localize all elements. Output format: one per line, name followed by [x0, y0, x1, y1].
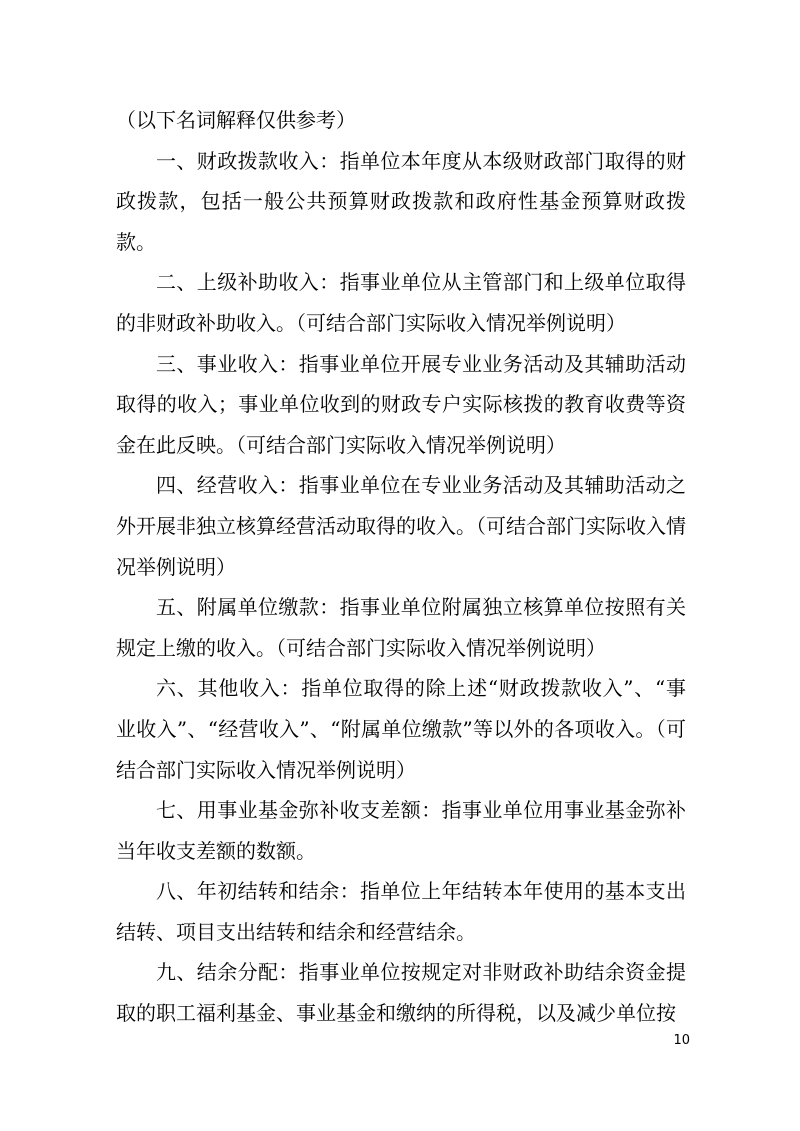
page-number: 10 — [673, 1033, 690, 1048]
definition-item-7: 七、用事业基金弥补收支差额：指事业单位用事业基金弥补当年收支差额的数额。 — [116, 798, 686, 863]
definition-item-5: 五、附属单位缴款：指事业单位附属独立核算单位按照有关规定上缴的收入。（可结合部门实际收入情况举例说明） — [116, 595, 686, 660]
definition-item-4: 四、经营收入：指事业单位在专业业务活动及其辅助活动之外开展非独立核算经营活动取得的收入。（可结合部门实际收入情况举例说明） — [116, 473, 686, 579]
definition-item-9: 九、结余分配：指事业单位按规定对非财政补助结余资金提取的职工福利基金、事业基金和缴纳的所得税，以及减少单位按 — [116, 960, 686, 1026]
definition-item-1: 一、财政拨款收入：指单位本年度从本级财政部门取得的财政拨款，包括一般公共预算财政拨款和政府性基金预算财政拨款。 — [116, 148, 686, 254]
definition-item-8: 八、年初结转和结余：指单位上年结转本年使用的基本支出结转、项目支出结转和结余和经营结余。 — [116, 879, 686, 944]
document-body — [116, 100, 686, 1034]
definition-item-2: 二、上级补助收入：指事业单位从主管部门和上级单位取得的非财政补助收入。（可结合部门实际收入情况举例说明） — [116, 270, 686, 335]
definition-item-6: 六、其他收入：指单位取得的除上述“财政拨款收入”、“事业收入”、“经营收入”、“附属单位缴款”等以外的各项收入。（可结合部门实际收入情况举例说明） — [116, 676, 686, 782]
reference-note: （以下名词解释仅供参考） — [116, 108, 356, 132]
definition-item-3: 三、事业收入：指事业单位开展专业业务活动及其辅助活动取得的收入；事业单位收到的财政专户实际核拨的教育收费等资金在此反映。（可结合部门实际收入情况举例说明） — [116, 351, 686, 457]
